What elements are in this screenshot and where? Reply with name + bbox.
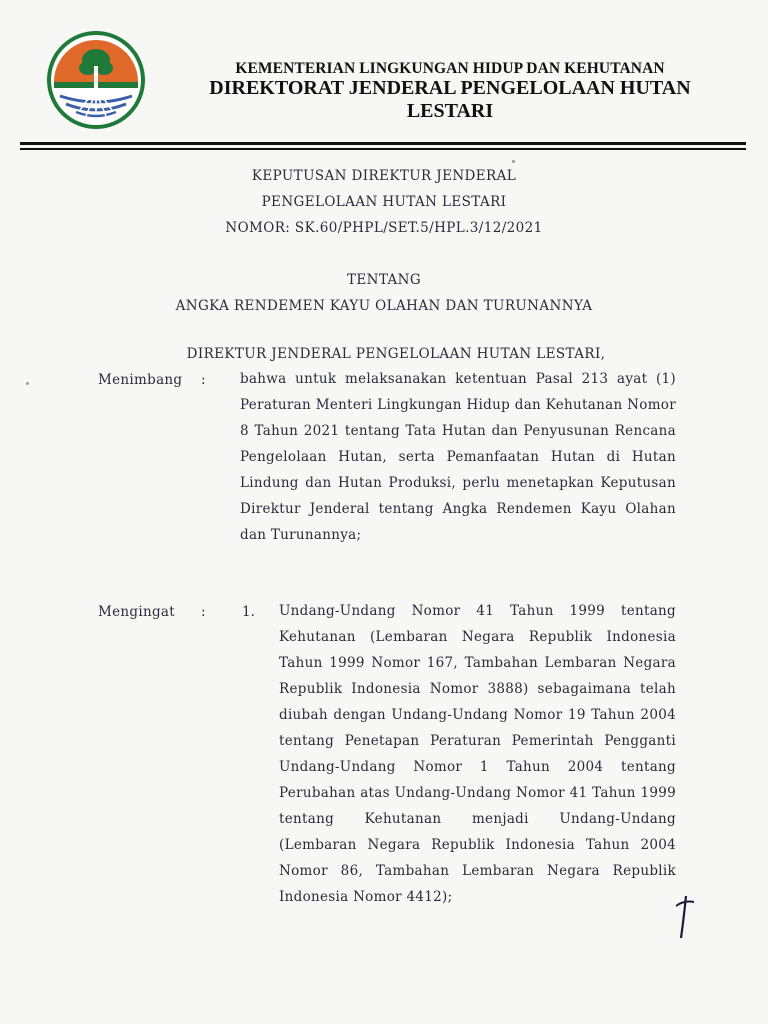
mengingat-label: Mengingat bbox=[98, 604, 175, 620]
paraf-signature-mark bbox=[672, 894, 696, 940]
decree-title-line2: PENGELOLAAN HUTAN LESTARI bbox=[261, 194, 507, 210]
decree-title-line1: KEPUTUSAN DIREKTUR JENDERAL bbox=[251, 168, 517, 184]
menimbang-colon: : bbox=[201, 372, 206, 388]
letterhead-rule-thin bbox=[20, 148, 746, 150]
menimbang-label: Menimbang bbox=[98, 372, 183, 388]
subject-label: TENTANG bbox=[346, 272, 422, 288]
scan-speck bbox=[26, 382, 29, 385]
mengingat-item-text: Undang-Undang Nomor 41 Tahun 1999 tentang Kehutanan (Lembaran Negara Republik Indonesia Tahun 1999 Nomor 167, Tambahan Lembaran Negara Republik Indonesia Nomor 3888) sebagaimana telah diubah dengan Undang-Undang Nomor 19 Tahun 2004 tentang Penetapan Peraturan Pemerintah Pengganti Undang-Undang Nomor 1 Tahun 2004 tentang Perubahan atas Undang-Undang Nomor 41 Tahun 1999 tentang Kehutanan menjadi Undang-Undang (Lembaran Negara Republik Indonesia Tahun 2004 Nomor 86, Tambahan Lembaran Negara Republik Indonesia Nomor 4412); bbox=[279, 603, 676, 905]
klhk-tree-logo-icon bbox=[44, 30, 148, 130]
letterhead-rule-thick bbox=[20, 142, 746, 145]
ministry-name: KEMENTERIAN LINGKUNGAN HIDUP DAN KEHUTANAN bbox=[235, 60, 665, 77]
issuer-name: DIREKTUR JENDERAL PENGELOLAAN HUTAN LESTARI, bbox=[186, 346, 606, 362]
directorate-name: DIREKTORAT JENDERAL PENGELOLAAN HUTAN LESTARI bbox=[209, 77, 691, 122]
decree-number: NOMOR: SK.60/PHPL/SET.5/HPL.3/12/2021 bbox=[225, 220, 543, 236]
scan-speck bbox=[512, 160, 515, 163]
subject-text: ANGKA RENDEMEN KAYU OLAHAN DAN TURUNANNYA bbox=[175, 298, 593, 314]
menimbang-text: bahwa untuk melaksanakan ketentuan Pasal 213 ayat (1) Peraturan Menteri Lingkungan Hidup dan Kehutanan Nomor 8 Tahun 2021 tentang Tata Hutan dan Penyusunan Rencana Pengelolaan Hutan, serta Pemanfaatan Hutan di Hutan Lindung dan Hutan Produksi, perlu menetapkan Keputusan Direktur Jenderal tentang Angka Rendemen Kayu Olahan dan Turunannya; bbox=[240, 371, 676, 543]
mengingat-colon: : bbox=[201, 604, 206, 620]
mengingat-item-number: 1. bbox=[242, 604, 255, 620]
